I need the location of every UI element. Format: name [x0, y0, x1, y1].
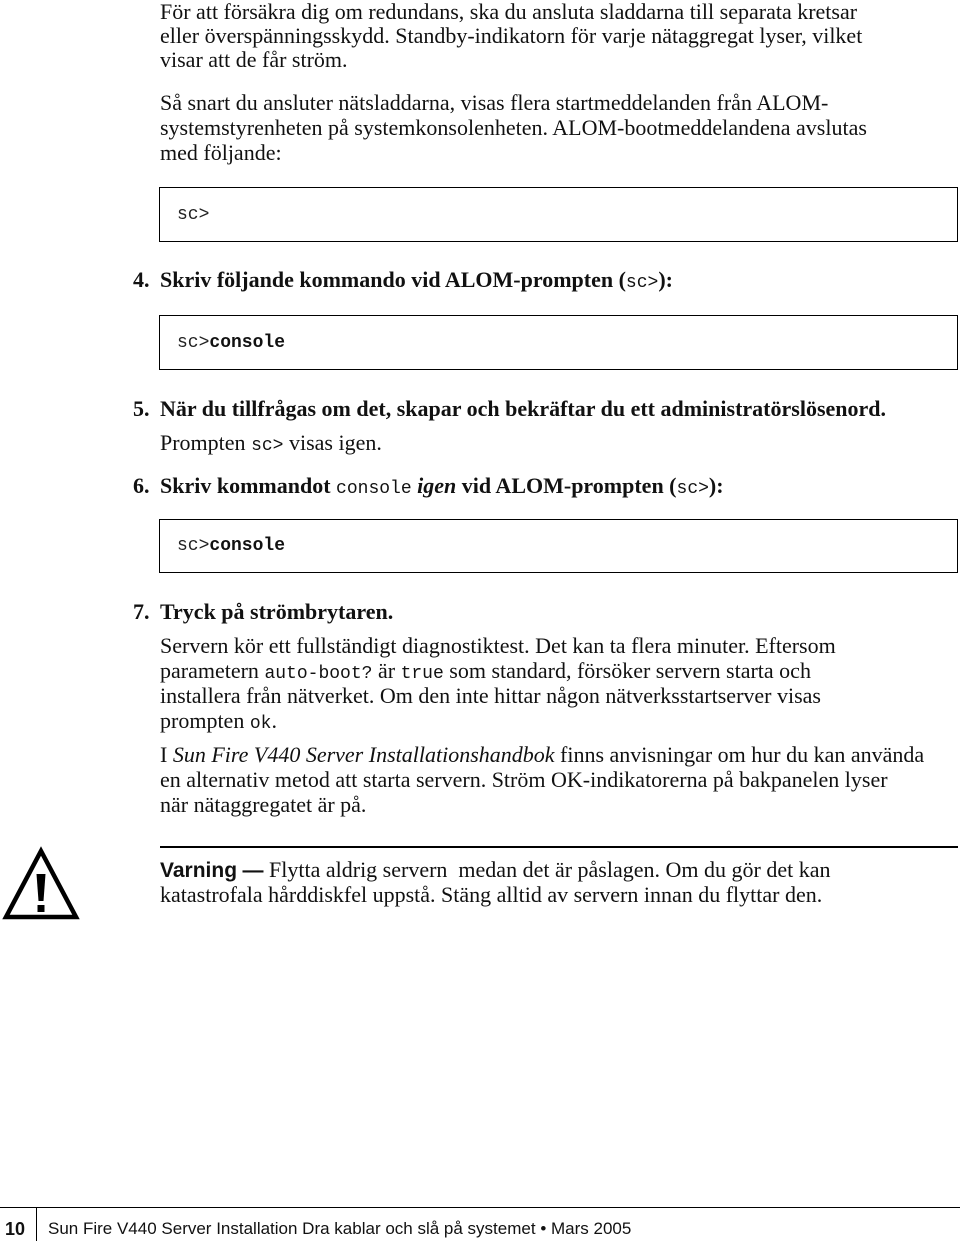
result-text-end: visas igen.	[283, 430, 382, 455]
warning-icon	[2, 846, 80, 922]
warning-label: Varning	[160, 859, 238, 882]
warning-line: katastrofala hårddiskfel uppstå. Stäng alltid av servern innan du flyttar den.	[160, 882, 823, 907]
step-number: 7.	[133, 599, 150, 624]
code-prompt: sc>	[177, 332, 210, 353]
inline-code: sc>	[625, 273, 659, 293]
paragraph-line: när nätaggregatet är på.	[160, 792, 367, 817]
footer-rule	[0, 1207, 960, 1208]
step-text-end: ):	[708, 473, 724, 498]
code-prompt: sc>	[177, 536, 210, 556]
text-span: som standard, försöker servern starta och	[443, 658, 811, 683]
inline-code: auto-boot?	[264, 664, 373, 684]
paragraph-line: med följande:	[160, 140, 282, 165]
paragraph-line: Servern kör ett fullständigt diagnostiktest. Det kan ta flera minuter. Eftersom	[160, 633, 836, 658]
paragraph-line	[160, 658, 836, 683]
code-prompt: sc>	[177, 204, 210, 225]
footer-date: Mars 2005	[551, 1219, 632, 1238]
paragraph-line: eller överspänningsskydd. Standby-indikatorn för varje nätaggregat lyser, vilket	[160, 23, 863, 48]
inline-code: true	[400, 664, 444, 684]
text-span: I	[160, 742, 173, 767]
paragraph-redundancy	[160, 0, 862, 72]
text-span: parametern	[160, 658, 265, 683]
step-text: Skriv kommandot	[160, 473, 337, 498]
footer-doc-title: Sun Fire V440 Server Installation Dra kablar och slå på systemet	[48, 1219, 536, 1238]
paragraph-line: visar att de får ström.	[160, 47, 348, 72]
paragraph-line: systemstyrenheten på systemkonsolenheten. ALOM-bootmeddelandena avslutas	[160, 115, 867, 140]
code-block-console-2	[159, 519, 958, 573]
paragraph-line	[160, 742, 924, 767]
step-7	[133, 599, 394, 624]
page-number: 10	[5, 1219, 26, 1239]
step-number: 5.	[133, 396, 150, 421]
text-span: prompten	[160, 708, 250, 733]
result-text: Prompten	[160, 430, 252, 455]
warning-message: Flytta aldrig servern medan det är påslagen. Om du gör det kan	[269, 857, 831, 882]
step-text: Skriv följande kommando vid ALOM-prompten (	[160, 267, 626, 292]
code-block-prompt	[159, 187, 958, 242]
book-title: Sun Fire V440 Server Installationshandbok	[172, 742, 555, 767]
text-span: finns anvisningar om hur du kan använda	[554, 742, 925, 767]
step-5-result	[160, 430, 382, 455]
paragraph-line: För att försäkra dig om redundans, ska du ansluta sladdarna till separata kretsar	[160, 0, 858, 24]
code-block-console	[159, 315, 958, 370]
step-5	[133, 396, 886, 421]
text-span: .	[271, 708, 277, 733]
paragraph-reference	[160, 742, 924, 817]
paragraph-boot-messages	[160, 90, 867, 165]
text-span: är	[372, 658, 401, 683]
step-text-mid: vid ALOM-prompten (	[456, 473, 677, 498]
code-command: console	[209, 536, 286, 556]
warning-dash: —	[242, 859, 264, 882]
warning-line	[160, 857, 830, 882]
footer-separator: •	[540, 1219, 547, 1238]
inline-code: sc>	[251, 436, 284, 456]
footer-divider	[36, 1207, 37, 1241]
paragraph-line: installera från nätverket. Om den inte hittar någon nätverksstartserver visas	[160, 683, 821, 708]
step-emphasis: igen	[417, 473, 457, 498]
step-number: 6.	[133, 473, 150, 498]
code-command: console	[209, 332, 286, 353]
inline-code: sc>	[676, 479, 709, 499]
warning-rule	[160, 846, 958, 848]
paragraph-line: Så snart du ansluter nätsladdarna, visas flera startmeddelanden från ALOM-	[160, 90, 829, 115]
step-text: Tryck på strömbrytaren.	[160, 599, 394, 624]
paragraph-line	[160, 708, 836, 733]
warning-text	[160, 857, 830, 907]
inline-code: console	[336, 479, 412, 499]
paragraph-diagnostics	[160, 633, 836, 733]
footer-title	[48, 1218, 631, 1240]
step-text-end: ):	[658, 267, 673, 292]
step-text: När du tillfrågas om det, skapar och bekräftar du ett administratörslösenord.	[160, 396, 886, 421]
inline-code: ok	[249, 714, 272, 734]
step-6	[133, 473, 724, 502]
paragraph-line: en alternativ metod att starta servern. Ström OK-indikatorerna på bakpanelen lyser	[160, 767, 888, 792]
step-number: 4.	[133, 267, 150, 292]
step-4	[133, 267, 673, 296]
